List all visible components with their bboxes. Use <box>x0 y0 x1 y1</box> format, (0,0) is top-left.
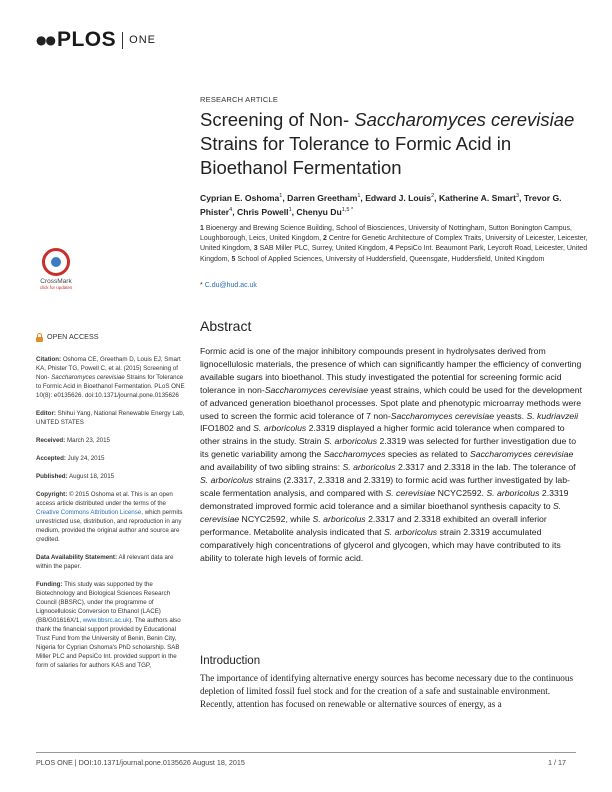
received-date: March 23, 2015 <box>66 437 110 444</box>
funding-text-2: ). The authors also thank the financial support provided by Educational Trust Fund from the University of Benin, Benin City, Nigeria for Cyprian Oshoma's PhD scholarship. SAB Miller PLC and PepsiCo Int. provided support in the form of salaries for authors KAS and TGP, <box>36 617 181 669</box>
data-availability-label: Data Availability Statement: <box>36 554 118 561</box>
bbsrc-link[interactable]: www.bbsrc.ac.uk <box>82 617 130 624</box>
introduction-text: The importance of identifying alternative energy sources has become necessary due to the continuous depletion of limited fossil fuel stock and for the creation of a safe and sustainable environment. Recently, attention has focused on renewable or alternative sources of energy, as a <box>200 673 574 710</box>
citation-text-2: Strains for Tolerance to Formic Acid in Bioethanol Fermentation. PLoS ONE 10(8): e0135626. doi:10.1371/journal.pone.0135626 <box>36 374 185 399</box>
funding-text: This study was supported by the Biotechnology and Biological Sciences Research Council (BBSRC), under the programme of Lignocellulosic Conversion to Ethanol (LACE) (BB/G01616X/1, <box>36 581 171 624</box>
author-affil-ref: 3 <box>515 193 520 199</box>
corresponding-author <box>200 282 257 289</box>
author[interactable]: Cyprian E. Oshoma <box>200 192 280 203</box>
author[interactable]: Trevor G. Phister <box>200 192 562 217</box>
received-label: Received: <box>36 437 66 444</box>
author-affil-ref: 2 <box>431 193 435 199</box>
affil-number: 3 <box>253 245 258 253</box>
author[interactable]: Chenyu Du <box>296 206 342 217</box>
affil-number: 4 <box>389 245 394 253</box>
copyright-label: Copyright: <box>36 491 68 498</box>
editor-label: Editor: <box>36 410 56 417</box>
plos-one-logo <box>36 28 156 52</box>
citation-species: Saccharomyces cerevisiae <box>51 374 125 381</box>
published-block <box>36 472 186 481</box>
title-part1: Screening of Non- <box>200 109 350 130</box>
crossmark-icon <box>42 248 70 276</box>
accepted-block <box>36 454 186 463</box>
logo-brand: PLOS <box>56 28 117 51</box>
crossmark-badge[interactable] <box>36 248 76 290</box>
corresp-marker: * <box>200 282 203 289</box>
plos-dots-icon: ●● <box>36 33 55 47</box>
author[interactable]: Edward J. Louis <box>365 192 432 203</box>
copyright-text-2: , which permits unrestricted use, distribution, and reproduction in any medium, provided the original author and source are credited. <box>36 509 183 543</box>
published-date: August 18, 2015 <box>69 473 115 480</box>
funding-label: Funding: <box>36 581 63 588</box>
copyright-text: © 2015 Oshoma et al. This is an open access article distributed under the terms of the <box>36 491 173 507</box>
affiliations <box>200 224 590 265</box>
published-label: Published: <box>36 473 68 480</box>
open-access-label: OPEN ACCESS <box>47 332 99 341</box>
author-affil-ref: 1 <box>288 206 292 213</box>
author[interactable]: Katherine A. Smart <box>438 192 516 203</box>
author[interactable]: Chris Powell <box>236 206 289 217</box>
open-access-badge <box>36 332 186 341</box>
author-affil-ref: 1 <box>357 193 361 199</box>
citation-text: Oshoma CE, Greetham D, Louis EJ, Smart KA, Phister TG, Powell C, et al. (2015) Screening of Non- <box>36 356 181 381</box>
affil-number: 5 <box>231 255 236 263</box>
logo-divider <box>122 32 123 49</box>
accepted-date: July 24, 2015 <box>67 455 105 462</box>
author-list: Cyprian E. Oshoma$^1$, Darren Greetham$^1$, Edward J. Louis$^2$, Katherine A. Smart$^3$, Trevor G. Phister$^4$, Chris Powell$^1$, Chenyu $Du^{1,5 *}$ <box>200 192 562 217</box>
affil-number: 1 <box>200 225 204 232</box>
open-lock-icon <box>36 333 43 341</box>
affil-text: School of Applied Sciences, University of Huddersfield, Queensgate, Huddersfield, United Kingdom <box>237 255 545 263</box>
crossmark-label: CrossMark <box>40 278 72 285</box>
author-affil-ref: 4 <box>229 206 233 213</box>
received-block <box>36 436 186 445</box>
accepted-label: Accepted: <box>36 455 66 462</box>
citation-block <box>36 355 186 400</box>
footer-divider <box>36 752 576 753</box>
copyright-block <box>36 490 186 544</box>
article-type: RESEARCH ARTICLE <box>200 95 279 104</box>
title-species: Saccharomyces cerevisiae <box>354 109 575 130</box>
page-number: 1 / 17 <box>548 758 566 767</box>
author-affil-ref: 1,5 * <box>341 206 354 213</box>
affil-text: PepsiCo Int. Beaumont Park, Leycroft Road, Leicester, United Kingdom, <box>200 245 588 263</box>
corresponding-email-link[interactable]: C.du@hud.ac.uk <box>204 282 257 289</box>
crossmark-sub: click for updates <box>39 285 73 290</box>
affil-text: Bioenergy and Brewing Science Building, School of Biosciences, University of Nottingham, Sutton Bonington Campus, Loughborough, Leics, United Kingdom, <box>200 225 573 243</box>
citation-label: Citation: <box>36 356 62 363</box>
funding-block <box>36 580 186 670</box>
abstract-heading: Abstract <box>200 318 252 334</box>
logo-sub: ONE <box>129 34 156 46</box>
article-title <box>200 108 590 180</box>
author-affil-ref: 1 <box>279 193 283 199</box>
title-part2: Strains for Tolerance to Formic Acid in Bioethanol Fermentation <box>200 133 512 178</box>
cc-license-link[interactable]: Creative Commons Attribution License <box>36 509 142 516</box>
abstract-text: Formic acid is one of the major inhibitory compounds present in hydrolysates derived from lignocellulosic materials, the presence of which can significantly hamper the efficiency of converting available sugars into bioethanol. This study investigated the potential for screening formic acid tolerance in non-Saccharomyces cerevisiae yeast strains, which could be used for the development of advanced generation bioethanol processes. Spot plate and phenotypic microarray methods were used to screen the formic acid tolerance of 7 non-Saccharomyces cerevisiae yeasts. S. kudriavzeii IFO1802 and S. arboricolus 2.3319 displayed a higher formic acid tolerance when compared to other strains in the study. Strain S. arboricolus 2.3319 was selected for further investigation due to its genetic variability among the Saccharomyces species as related to Saccharomyces cerevisiae and availability of two sibling strains: S. arboricolus 2.3317 and 2.3318 in the lab. The tolerance of S. arboricolus strains (2.3317, 2.3318 and 2.3319) to formic acid was further investigated by lab-scale fermentation analysis, and compared with S. cerevisiae NCYC2592. S. arboricolus 2.3319 demonstrated improved formic acid tolerance and a similar bioethanol synthesis capacity to S. cerevisiae NCYC2592, while S. arboricolus 2.3317 and 2.3318 exhibited an overall inferior performance. Metabolite analysis indicated that S. arboricolus strain 2.3319 accumulated comparatively high concentrations of glycerol and glycogen, which may have contributed to its ability to tolerate high levels of formic acid. <box>200 346 582 563</box>
data-availability-block <box>36 553 186 571</box>
affil-number: 2 <box>322 235 327 243</box>
introduction-heading: Introduction <box>200 655 261 667</box>
data-availability-text: All relevant data are within the paper. <box>36 554 174 570</box>
affil-text: Centre for Genetic Architecture of Complex Traits, University of Leicester, Leicester, United Kingdom, <box>200 235 588 253</box>
footer-citation: PLOS ONE | DOI:10.1371/journal.pone.0135626 August 18, 2015 <box>36 758 245 767</box>
editor-text: Shihui Yang, National Renewable Energy Lab, UNITED STATES <box>36 410 185 426</box>
article-info-sidebar <box>36 332 186 679</box>
author[interactable]: Darren Greetham <box>287 192 358 203</box>
affil-text: SAB Miller PLC, Surrey, United Kingdom, <box>259 245 388 253</box>
editor-block <box>36 409 186 427</box>
